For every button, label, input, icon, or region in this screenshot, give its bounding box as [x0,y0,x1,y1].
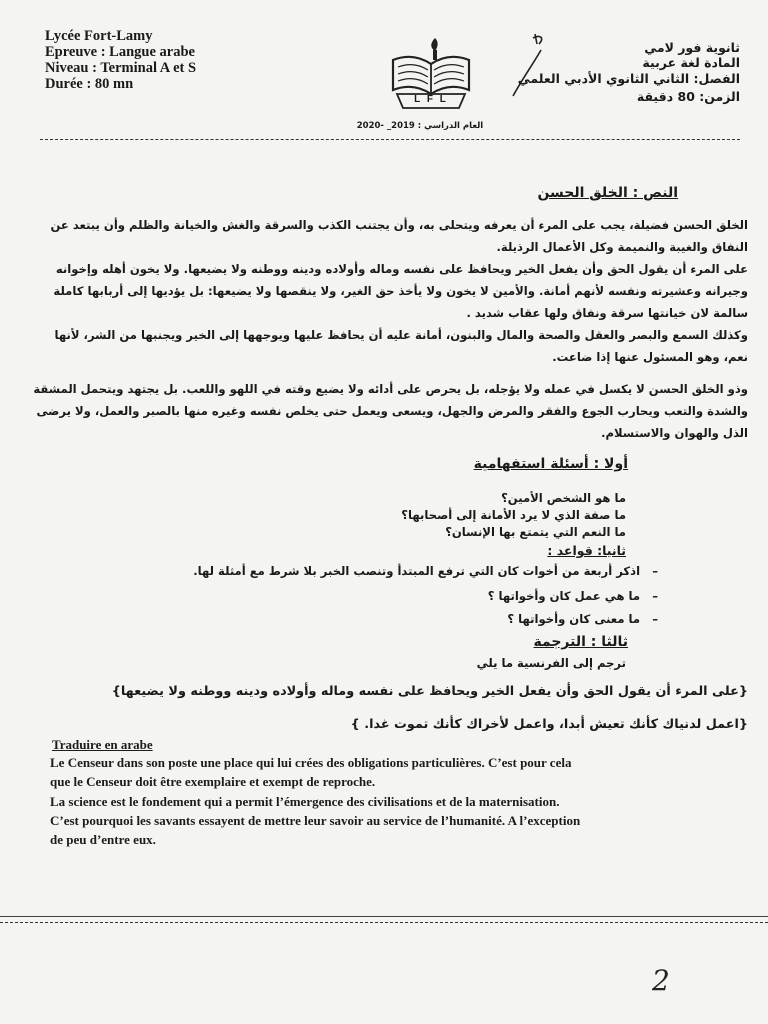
translation-sentence-1: {على المرء أن يقول الحق وأن يفعل الخير ويحافظ على نفسه وماله وأولاده ودينه ووطنه ولا يضيعها} [111,684,748,699]
school-year: العام الدراسي : 2019_ -2020 [356,121,484,131]
french-line-4: C’est pourquoi les savants essayent de mettre leur savoir au service de l’humanité. A l’exception [50,813,581,828]
grammar-item-3: – ما معنى كان وأخواتها ؟ [507,612,658,626]
text-title: النص : الخلق الحسن [537,185,678,201]
paragraph-4: وذو الخلق الحسن لا يكسل في عمله ولا يؤجله، بل يحرص على أدائه ولا يضيع وقته في اللهو واللعب. بل يجتهد ويتحمل المشقة والشدة والتعب ويحارب الجوع والفقر والمرض والجهل، ويسعى ويعمل حتى يخلص نفسه وغيره منها بالصبر والعمل، ولا يرضى الذل والهوان والاستسلام. [33,382,748,440]
footer-rule [0,916,768,917]
school-name-fr: Lycée Fort-Lamy [45,28,153,44]
duration-fr: Durée : 80 mn [45,76,134,92]
subject-fr: Epreuve : Langue arabe [45,44,195,60]
level-ar: الفصل: الثاني الثانوي الأدبي العلمي [517,71,740,86]
french-line-3: La science est le fondement qui a permit l’émergence des civilisations et de la maternisation. [50,794,560,809]
question-3: ما النعم التي يتمتع بها الإنسان؟ [445,525,626,539]
grammar-title: ثانيا: قواعد : [547,543,626,558]
subject-ar: المادة لغة عربية [642,55,740,70]
translation-instruction: ترجم إلى الفرنسية ما يلي [476,656,626,670]
header-divider [40,139,740,140]
translation-title: ثالثا : الترجمة [533,634,628,650]
paragraph-2: على المرء أن يقول الحق وأن يفعل الخير ويحافظ على نفسه وماله وأولاده ودينه ووطنه ولا يضيعها. ولا يخون أهله وإخوانه وجيرانه وعشيرته ونفسه لأنهم أمانة. والأمين لا يخون ولا يأخذ حق الغير، ولا ينقصها ولا يضيعها: بل يؤديها إلى أربابها كاملة سالمة لان خيانتها سرقة ونفاق ولها عقاب شديد . [53,262,748,320]
french-section-title: Traduire en arabe [52,737,153,752]
grammar-item-2: – ما هي عمل كان وأخواتها ؟ [487,589,658,603]
paragraph-3: وكذلك السمع والبصر والعقل والصحة والمال والبنون، أمانة عليه أن يحافظ عليها ويوجهها إلى الخير ويجنبها من الشر، لأنها نعم، وهو المسئول عنها إذا ضاعت. [54,328,748,364]
question-2: ما صفة الذي لا يرد الأمانة إلى أصحابها؟ [401,508,626,522]
grammar-bullet: – [652,589,658,603]
logo-letters: L F L [414,94,448,105]
grammar-item-1: – اذكر أربعة من أخوات كان التي ترفع المبتدأ وتنصب الخبر بلا شرط مع أمثلة لها. [193,564,658,578]
french-line-2: que le Censeur doit être exemplaire et exempt de reproche. [50,774,376,789]
grammar-bullet: – [652,612,658,626]
grammar-bullet: – [652,564,658,578]
footer-dashed-rule [0,922,768,923]
questions-title: أولا : أسئلة استفهامية [473,456,628,472]
paragraph-1: الخلق الحسن فضيلة، يجب على المرء أن يعرفه ويتحلى به، وأن يجتنب الكذب والسرقة والغش والخيانة والظلم وأن يبتعد عن النفاق والغيبة والنميمة وكل الأعمال الرذيلة. [50,218,748,254]
french-line-1: Le Censeur dans son poste une place qui lui crées des obligations particulières. C’est pour cela [50,755,572,770]
french-line-5: de peu d’entre eux. [50,832,156,847]
question-1: ما هو الشخص الأمين؟ [501,491,626,505]
translation-sentence-2: {اعمل لدنياك كأنك تعيش أبدا، واعمل لأخراك كأنك تموت غدا. } [350,717,748,732]
page-number: 2 [652,964,670,997]
duration-ar: الزمن: 80 دقيقة [636,89,740,104]
school-name-ar: ثانوية فور لامي [644,40,740,55]
level-fr: Niveau : Terminal A et S [45,60,197,76]
